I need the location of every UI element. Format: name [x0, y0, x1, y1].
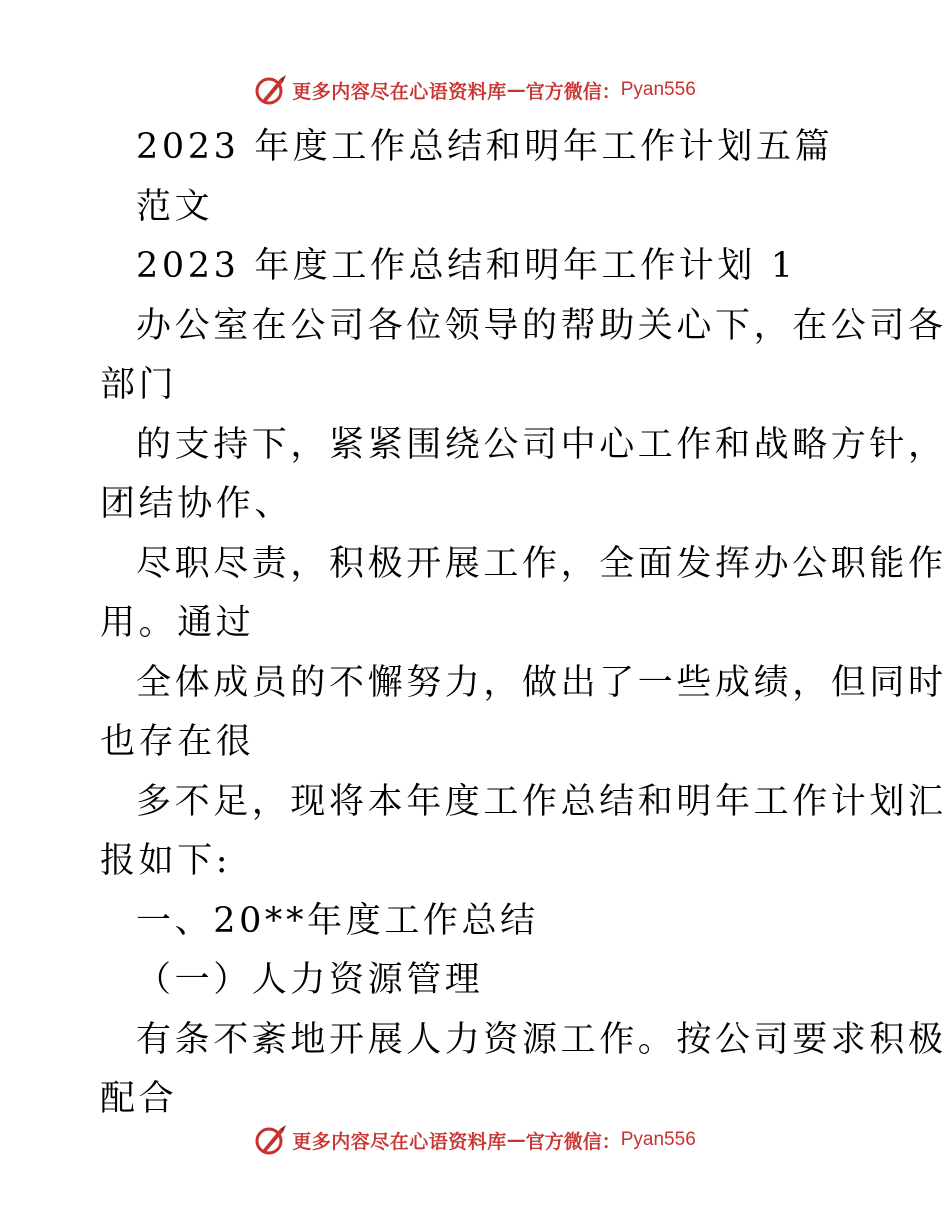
doc-text-line: 多不足，现将本年度工作总结和明年工作计划汇	[136, 781, 947, 822]
doc-section-heading: 2023 年度工作总结和明年工作计划 1	[136, 246, 797, 286]
watermark-wechat-label: 官方微信：	[525, 1130, 621, 1153]
document-body	[100, 118, 947, 1130]
doc-text-line: 团结协作、	[100, 484, 294, 524]
watermark-header	[0, 70, 950, 110]
doc-text-line: 有条不紊地开展人力资源工作。按公司要求积极	[136, 1019, 947, 1060]
doc-title-line-1: 2023 年度工作总结和明年工作计划五篇	[136, 127, 834, 167]
doc-subheading: 一、20**年度工作总结	[136, 900, 539, 941]
watermark-footer	[0, 1120, 950, 1160]
doc-text-line: 全体成员的不懈努力，做出了一些成绩，但同时	[136, 662, 947, 703]
doc-text-line: 尽职尽责，积极开展工作，全面发挥办公职能作	[136, 543, 947, 584]
watermark-wechat-id: Pyan556	[620, 1129, 696, 1150]
watermark-text: 更多内容尽在心语资料库	[292, 80, 507, 103]
watermark-wechat-label: 官方微信：	[525, 80, 621, 103]
quill-pen-circle-icon	[254, 73, 288, 107]
doc-text-line: 部门	[100, 365, 178, 405]
doc-subheading: （一）人力资源管理	[136, 960, 484, 1000]
doc-text-line: 配合	[100, 1079, 178, 1119]
quill-pen-circle-icon	[254, 1123, 288, 1157]
doc-text-line: 的支持下，紧紧围绕公司中心工作和战略方针，	[136, 424, 947, 465]
watermark-wechat-id: Pyan556	[620, 79, 696, 100]
watermark-dash: —	[506, 1129, 526, 1151]
doc-title-line-2: 范文	[136, 186, 214, 227]
doc-text-line: 也存在很	[100, 722, 255, 762]
doc-text-line: 办公室在公司各位领导的帮助关心下，在公司各	[136, 305, 947, 346]
doc-text-line: 报如下:	[100, 841, 232, 881]
watermark-dash: —	[506, 79, 526, 101]
watermark-text: 更多内容尽在心语资料库	[292, 1130, 507, 1153]
doc-text-line: 用。通过	[100, 603, 255, 643]
